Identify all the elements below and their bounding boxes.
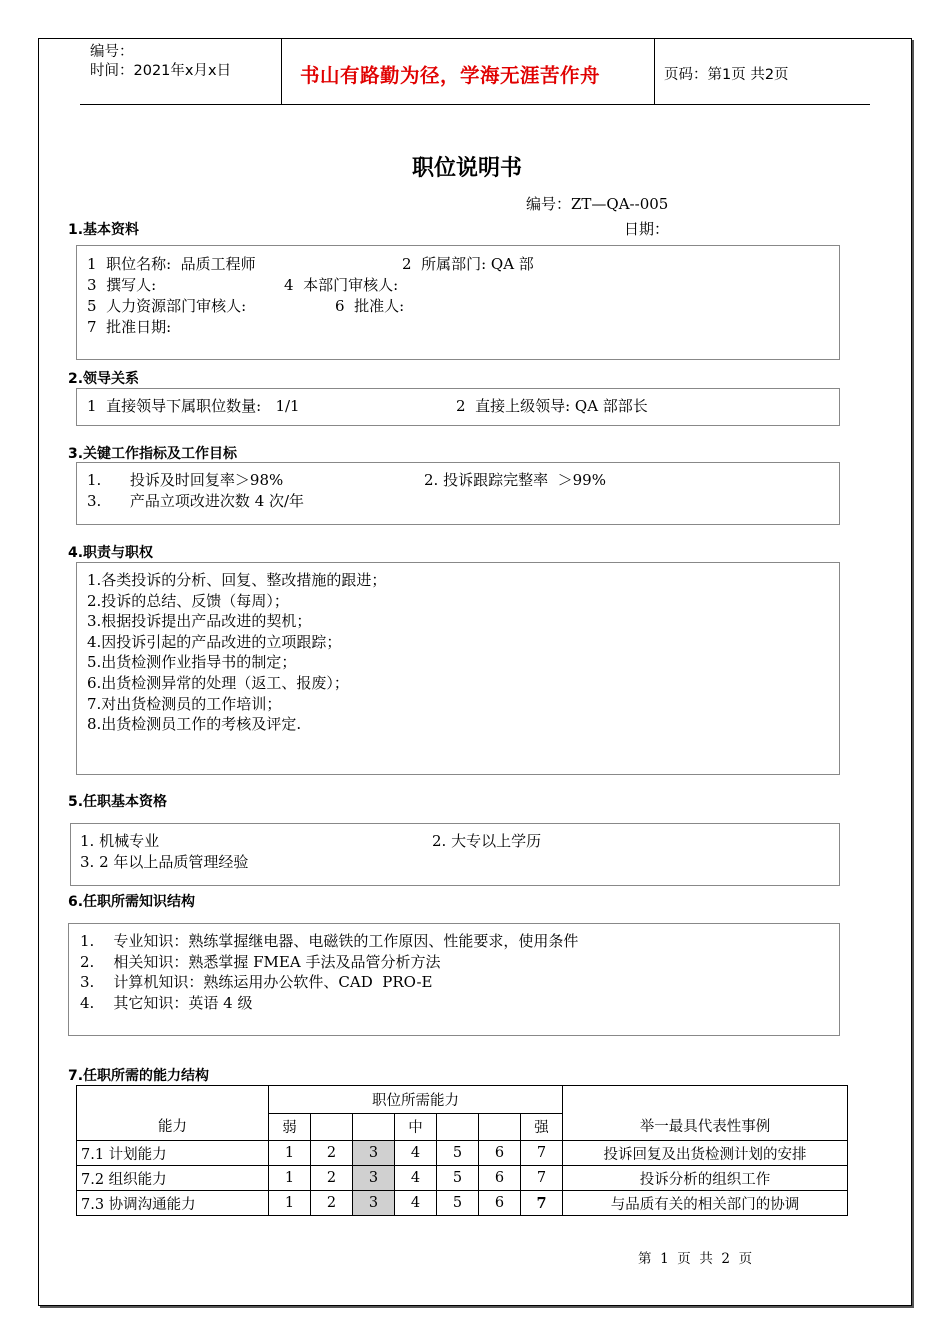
basic-line: 6 批准人: — [335, 297, 405, 315]
date-label: 日期： — [624, 220, 670, 238]
section-title-duties: 4.职责与职权 — [68, 545, 154, 561]
ability-row — [77, 1166, 848, 1191]
level-cell: 7 — [521, 1191, 563, 1216]
ability-name: 7.2 组织能力 — [77, 1166, 269, 1191]
level-cell-selected: 3 — [353, 1166, 395, 1191]
ability-column-header: 能力 — [77, 1086, 269, 1141]
ability-name: 7.3 协调沟通能力 — [77, 1191, 269, 1216]
basic-line: 3 撰写人: — [87, 276, 157, 294]
scale-blank — [353, 1113, 395, 1141]
qualification-item: 3. 2 年以上品质管理经验 — [80, 853, 249, 871]
header-divider — [654, 38, 655, 104]
duty-item: 6.出货检测异常的处理（返工、报废）； — [87, 673, 349, 692]
section-title-ability: 7.任职所需的能力结构 — [68, 1068, 210, 1084]
duty-item: 8.出货检测员工作的考核及评定. — [87, 715, 302, 734]
level-cell: 5 — [437, 1166, 479, 1191]
scale-blank — [479, 1113, 521, 1141]
document-number: 编号：ZT—QA--005 — [526, 195, 669, 213]
level-cell: 1 — [269, 1141, 311, 1166]
section-title-basic: 1.基本资料 — [68, 222, 140, 238]
page-title: 职位说明书 — [412, 156, 523, 181]
section-title-leadership: 2.领导关系 — [68, 371, 140, 387]
level-cell: 2 — [311, 1191, 353, 1216]
knowledge-item: 3. 计算机知识：熟练运用办公软件、CAD PRO-E — [80, 973, 433, 992]
duty-item: 1.各类投诉的分析、回复、整改措施的跟进； — [87, 571, 387, 589]
required-ability-header: 职位所需能力 — [269, 1086, 563, 1114]
level-cell: 5 — [437, 1141, 479, 1166]
header-divider — [281, 38, 282, 104]
level-cell: 4 — [395, 1166, 437, 1191]
duty-item: 3.根据投诉提出产品改进的契机； — [87, 612, 312, 631]
scale-strong: 强 — [521, 1113, 563, 1141]
knowledge-item: 1. 专业知识：熟练掌握继电器、电磁铁的工作原因、性能要求，使用条件 — [80, 932, 579, 950]
duty-item: 7.对出货检测员的工作培训； — [87, 694, 282, 713]
basic-line: 5 人力资源部门审核人: — [87, 297, 247, 315]
qualification-item: 1. 机械专业 — [80, 832, 160, 850]
level-cell: 6 — [479, 1191, 521, 1216]
section-title-kpi: 3.关键工作指标及工作目标 — [68, 446, 238, 462]
level-cell: 6 — [479, 1141, 521, 1166]
basic-line: 1 职位名称: 品质工程师 — [87, 255, 256, 273]
level-cell: 7 — [521, 1141, 563, 1166]
scale-mid: 中 — [395, 1113, 437, 1141]
leadership-superior: 2 直接上级领导: QA 部部长 — [456, 397, 648, 415]
ability-example: 投诉回复及出货检测计划的安排 — [563, 1141, 848, 1166]
ability-example: 与品质有关的相关部门的协调 — [563, 1191, 848, 1216]
duties-list — [87, 570, 386, 735]
qualification-item: 2. 大专以上学历 — [432, 832, 542, 850]
ability-row — [77, 1141, 848, 1166]
knowledge-item: 4. 其它知识：英语 4 级 — [80, 993, 253, 1012]
scale-blank — [311, 1113, 353, 1141]
duty-item: 2.投诉的总结、反馈（每周）； — [87, 591, 289, 610]
ability-row — [77, 1191, 848, 1216]
level-cell-selected: 3 — [353, 1191, 395, 1216]
level-cell: 4 — [395, 1141, 437, 1166]
knowledge-item: 2. 相关知识：熟悉掌握 FMEA 手法及品管分析方法 — [80, 952, 441, 971]
level-cell-selected: 3 — [353, 1141, 395, 1166]
section-title-knowledge: 6.任职所需知识结构 — [68, 894, 196, 910]
ability-header-row — [77, 1086, 848, 1114]
header-doc-no: 编号： — [90, 44, 134, 60]
example-column-header: 举一最具代表性事例 — [563, 1086, 848, 1141]
level-cell: 2 — [311, 1166, 353, 1191]
level-cell: 1 — [269, 1166, 311, 1191]
level-cell: 4 — [395, 1191, 437, 1216]
scale-blank — [437, 1113, 479, 1141]
header-page-number: 页码：第1页 共2页 — [664, 67, 789, 83]
kpi-item: 1. 投诉及时回复率＞98% — [87, 471, 284, 489]
basic-line: 2 所属部门: QA 部 — [402, 255, 534, 273]
level-cell: 2 — [311, 1141, 353, 1166]
header-bottom-rule — [80, 104, 870, 105]
page-footer: 第 1 页 共 2 页 — [638, 1251, 753, 1267]
header-time: 时间：2021年x月x日 — [90, 63, 232, 79]
basic-line: 7 批准日期: — [87, 318, 172, 336]
section-title-qualification: 5.任职基本资格 — [68, 794, 168, 810]
ability-example: 投诉分析的组织工作 — [563, 1166, 848, 1191]
knowledge-list — [80, 931, 578, 1013]
kpi-item: 2. 投诉跟踪完整率 ＞99% — [424, 471, 606, 489]
level-cell: 6 — [479, 1166, 521, 1191]
kpi-item: 3. 产品立项改进次数 4 次/年 — [87, 492, 305, 510]
ability-name: 7.1 计划能力 — [77, 1141, 269, 1166]
level-cell: 1 — [269, 1191, 311, 1216]
header-top-rule — [80, 38, 870, 39]
duty-item: 4.因投诉引起的产品改进的立项跟踪； — [87, 632, 342, 651]
header-motto: 书山有路勤为径，学海无涯苦作舟 — [300, 64, 601, 87]
level-cell: 5 — [437, 1191, 479, 1216]
ability-table — [76, 1085, 848, 1216]
duty-item: 5.出货检测作业指导书的制定； — [87, 653, 297, 672]
level-cell: 7 — [521, 1166, 563, 1191]
leadership-subordinates: 1 直接领导下属职位数量: 1/1 — [87, 397, 300, 415]
scale-weak: 弱 — [269, 1113, 311, 1141]
basic-line: 4 本部门审核人: — [284, 276, 399, 294]
